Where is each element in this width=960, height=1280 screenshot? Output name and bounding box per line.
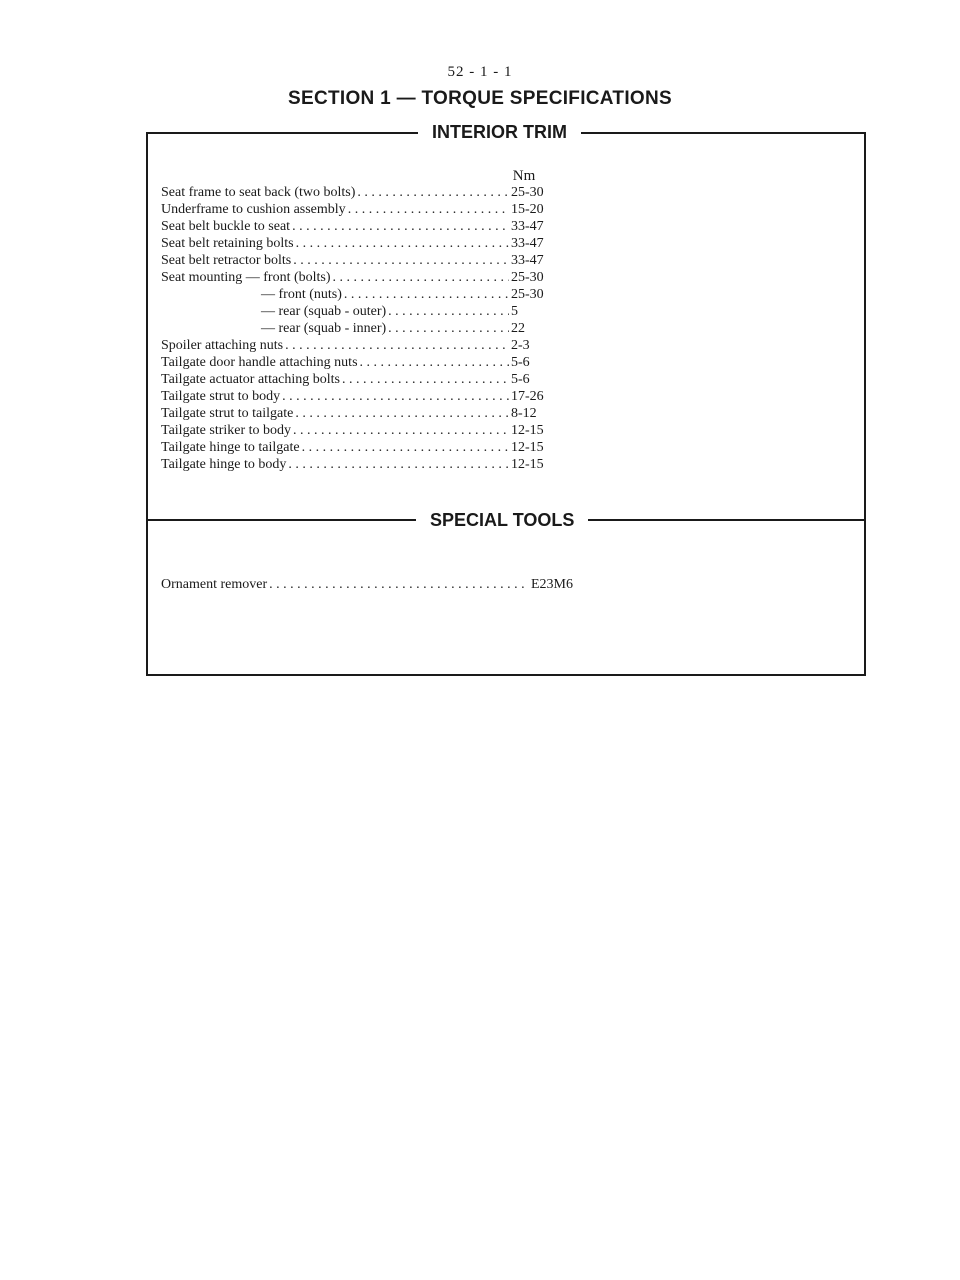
spec-value: 8-12 — [511, 406, 537, 421]
dot-leader — [292, 218, 509, 235]
dot-leader — [388, 320, 509, 337]
spec-value: 12-15 — [511, 440, 544, 455]
dot-leader — [293, 422, 509, 439]
spec-row — [161, 235, 561, 252]
spec-row — [161, 286, 561, 303]
spec-value: 5-6 — [511, 372, 530, 387]
dot-leader — [388, 303, 509, 320]
spec-name: Tailgate striker to body — [161, 423, 292, 438]
dot-leader — [302, 439, 509, 456]
spec-name: Tailgate door handle attaching nuts — [161, 355, 358, 370]
dot-leader — [296, 235, 509, 252]
spec-name: — rear (squab - outer) — [261, 304, 387, 319]
spec-value: 5-6 — [511, 355, 530, 370]
spec-value: 12-15 — [511, 457, 544, 472]
dot-leader — [348, 201, 509, 218]
spec-row — [161, 456, 561, 473]
interior-trim-heading: INTERIOR TRIM — [418, 122, 581, 142]
spec-row — [161, 405, 561, 422]
spec-name: Tailgate hinge to body — [161, 457, 287, 472]
dot-leader — [360, 354, 509, 371]
spec-row — [161, 218, 561, 235]
spec-value: 22 — [511, 321, 525, 336]
dot-leader — [288, 456, 509, 473]
spec-row — [161, 439, 561, 456]
spec-name: — rear (squab - inner) — [261, 321, 387, 336]
spec-row — [161, 252, 561, 269]
spec-name: — front (nuts) — [261, 287, 342, 302]
spec-row — [161, 337, 561, 354]
spec-value: 15-20 — [511, 202, 544, 217]
dot-leader — [342, 371, 509, 388]
torque-spec-list — [161, 184, 561, 473]
dot-leader — [333, 269, 509, 286]
spec-row — [161, 371, 561, 388]
spec-row — [161, 388, 561, 405]
special-tools-list — [161, 576, 581, 593]
spec-value: 25-30 — [511, 185, 544, 200]
spec-name: Tailgate hinge to tailgate — [161, 440, 300, 455]
page-number: 52 - 1 - 1 — [447, 64, 513, 80]
spec-value: 12-15 — [511, 423, 544, 438]
tool-row — [161, 576, 581, 593]
spec-value: 17-26 — [511, 389, 544, 404]
dot-leader — [295, 405, 509, 422]
spec-value: 33-47 — [511, 253, 544, 268]
spec-value: 33-47 — [511, 219, 544, 234]
spec-row — [161, 354, 561, 371]
spec-value: 5 — [511, 304, 518, 319]
spec-value: 33-47 — [511, 236, 544, 251]
spec-name: Tailgate actuator attaching bolts — [161, 372, 341, 387]
spec-name: Seat mounting — front (bolts) — [161, 270, 331, 285]
spec-value: 2-3 — [511, 338, 530, 353]
spec-name: Underframe to cushion assembly — [161, 202, 346, 217]
tool-number: E23M6 — [531, 577, 573, 592]
spec-name: Tailgate strut to body — [161, 389, 281, 404]
dot-leader — [293, 252, 509, 269]
tool-name: Ornament remover — [161, 577, 268, 592]
dot-leader — [344, 286, 509, 303]
spec-name: Seat belt retractor bolts — [161, 253, 292, 268]
spec-row — [161, 269, 561, 286]
spec-name: Seat belt retaining bolts — [161, 236, 294, 251]
spec-row — [161, 201, 561, 218]
spec-name: Tailgate strut to tailgate — [161, 406, 294, 421]
spec-value: 25-30 — [511, 287, 544, 302]
torque-unit-label: Nm — [512, 168, 536, 184]
spec-name: Seat belt buckle to seat — [161, 219, 291, 234]
spec-value: 25-30 — [511, 270, 544, 285]
section-title: SECTION 1 — TORQUE SPECIFICATIONS — [288, 88, 672, 109]
spec-row — [161, 320, 561, 337]
dot-leader — [285, 337, 509, 354]
spec-name: Seat frame to seat back (two bolts) — [161, 185, 356, 200]
spec-row — [161, 184, 561, 201]
spec-row — [161, 422, 561, 439]
dot-leader — [269, 576, 529, 593]
dot-leader — [357, 184, 509, 201]
dot-leader — [282, 388, 509, 405]
special-tools-heading: SPECIAL TOOLS — [416, 510, 588, 530]
spec-name: Spoiler attaching nuts — [161, 338, 284, 353]
spec-row — [161, 303, 561, 320]
